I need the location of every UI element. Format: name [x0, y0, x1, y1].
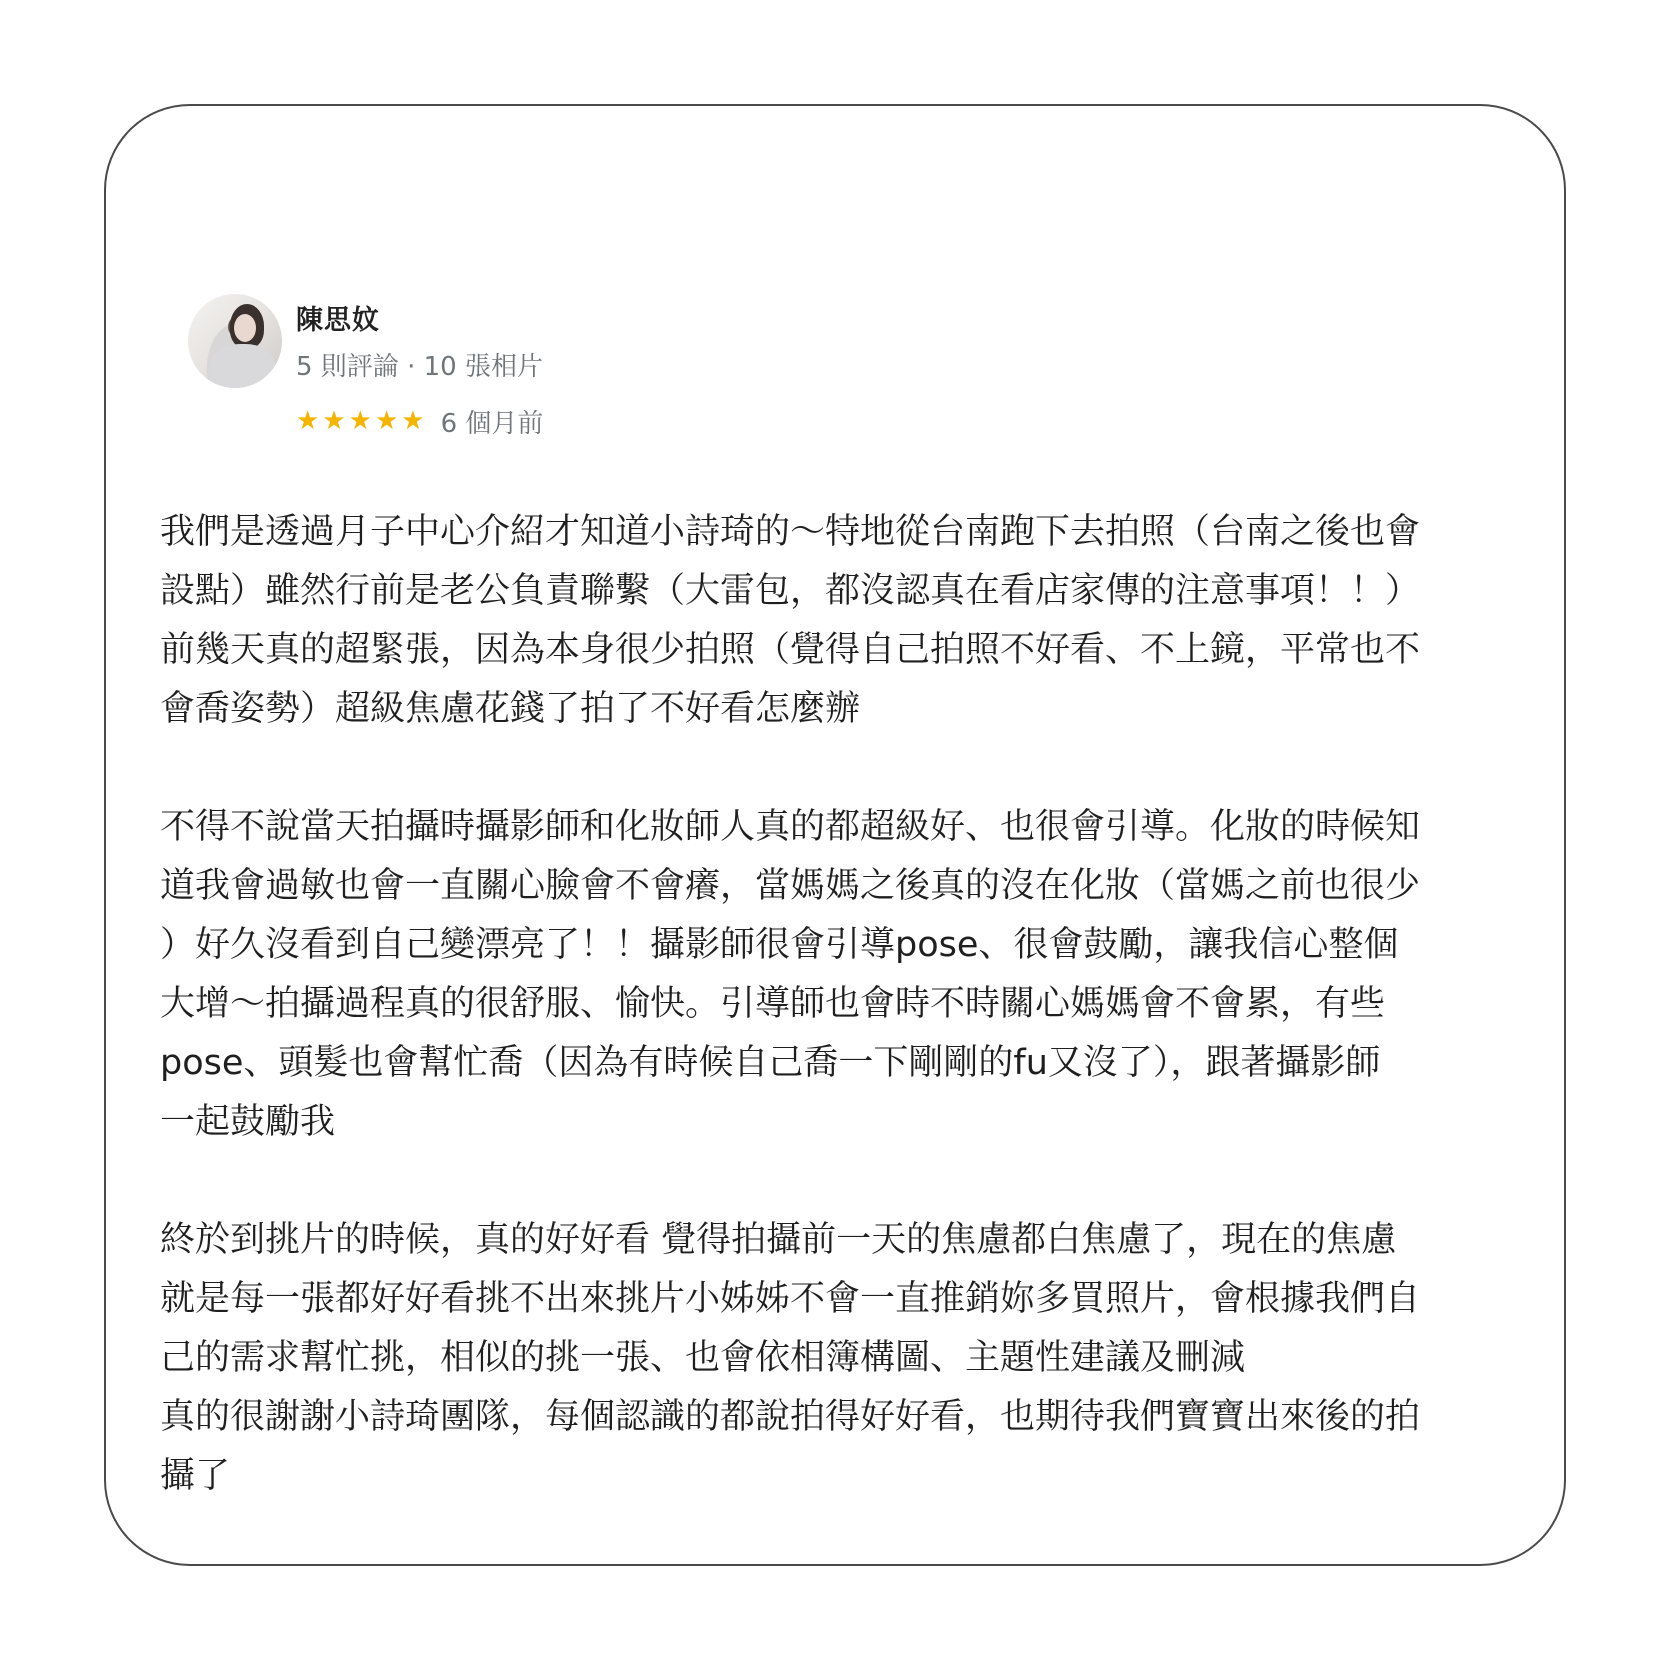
review-line: 一起鼓勵我: [160, 1102, 336, 1142]
review-line: 攝了: [160, 1456, 231, 1496]
review-line: 前幾天真的超緊張，因為本身很少拍照（覺得自己拍照不好看、不上鏡，平常也不: [160, 630, 1421, 670]
review-paragraph: [160, 503, 1540, 739]
review-line: ）好久沒看到自己變漂亮了！！攝影師很會引導pose、很會鼓勵，讓我信心整個: [160, 925, 1399, 965]
reviewer-name[interactable]: 陳思妏: [296, 305, 380, 336]
star-icon: ★: [374, 406, 399, 436]
star-rating: [296, 408, 425, 434]
reviewer-meta: 5 則評論 · 10 張相片: [296, 352, 543, 382]
star-icon: ★: [296, 406, 320, 436]
star-icon: ★: [348, 406, 372, 436]
avatar[interactable]: [188, 294, 282, 388]
review-line: 己的需求幫忙挑，相似的挑一張、也會依相簿構圖、主題性建議及刪減: [160, 1338, 1246, 1378]
avatar-face: [234, 314, 256, 342]
rating-row: [296, 404, 543, 438]
review-line: 終於到挑片的時候，真的好好看 覺得拍攝前一天的焦慮都白焦慮了，現在的焦慮: [160, 1220, 1397, 1260]
review-header: [188, 292, 988, 452]
star-icon: ★: [401, 406, 425, 436]
review-line: pose、頭髮也會幫忙喬（因為有時候自己喬一下剛剛的fu又沒了），跟著攝影師: [160, 1043, 1381, 1083]
review-line: 道我會過敏也會一直關心臉會不會癢，當媽媽之後真的沒在化妝（當媽之前也很少: [160, 866, 1421, 906]
review-line: 真的很謝謝小詩琦團隊，每個認識的都說拍得好好看，也期待我們寶寶出來後的拍: [160, 1397, 1421, 1437]
review-body: [160, 503, 1540, 1565]
review-date: 6 個月前: [440, 408, 544, 439]
review-paragraph: [160, 798, 1540, 1152]
avatar-body: [210, 344, 276, 388]
review-paragraph: [160, 1211, 1540, 1506]
review-line: 我們是透過月子中心介紹才知道小詩琦的～特地從台南跑下去拍照（台南之後也會: [160, 512, 1421, 552]
review-line: 大增～拍攝過程真的很舒服、愉快。引導師也會時不時關心媽媽會不會累，有些: [160, 984, 1386, 1024]
star-icon: ★: [322, 406, 346, 436]
review-line: 不得不說當天拍攝時攝影師和化妝師人真的都超級好、也很會引導。化妝的時候知: [160, 807, 1421, 847]
review-line: 會喬姿勢）超級焦慮花錢了拍了不好看怎麼辦: [160, 689, 861, 729]
review-line: 設點）雖然行前是老公負責聯繫（大雷包，都沒認真在看店家傳的注意事項！！）: [160, 571, 1421, 611]
review-line: 就是每一張都好好看挑不出來挑片小姊姊不會一直推銷妳多買照片，會根據我們自: [160, 1279, 1421, 1319]
